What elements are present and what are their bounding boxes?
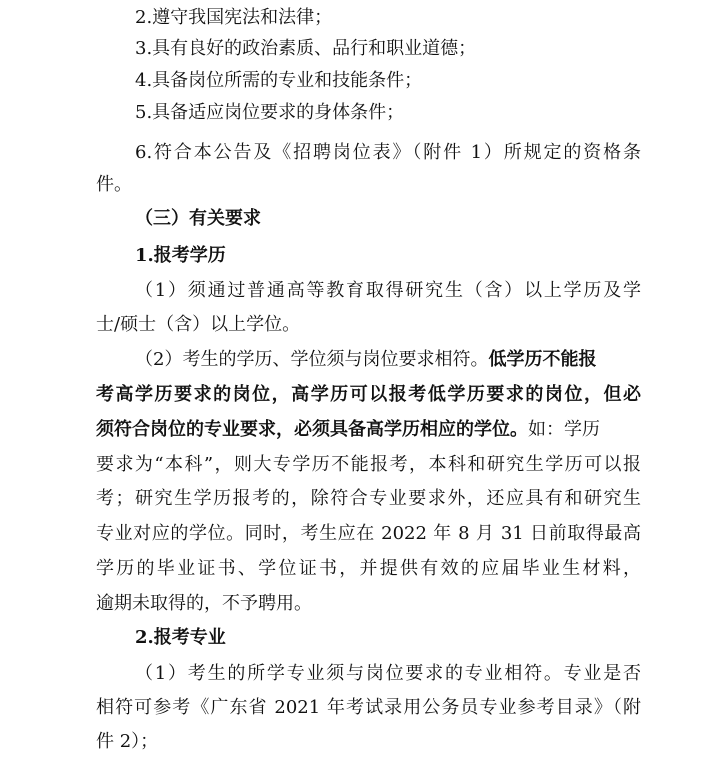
education-item-2-line-4 — [96, 447, 641, 483]
education-item-2-line-7 — [96, 551, 641, 587]
major-item-1-end — [96, 724, 645, 760]
requirement-item-3 — [135, 31, 645, 67]
education-item-2-line-5 — [96, 481, 641, 517]
requirement-item-5 — [135, 95, 645, 131]
line-text: 件 2）； — [96, 731, 159, 752]
section-heading — [135, 201, 645, 237]
heading-text: （三）有关要求 — [135, 208, 261, 229]
requirement-item-4 — [135, 63, 645, 99]
major-item-1-cont — [96, 690, 641, 726]
requirement-item-6 — [135, 135, 641, 171]
line-text: 2.遵守我国宪法和法律； — [135, 7, 333, 28]
line-text: 逾期未取得的，不予聘用。 — [96, 593, 312, 614]
requirement-item-6-cont — [96, 167, 645, 203]
subsection-heading-major — [135, 620, 645, 656]
line-text: 考；研究生学历报考的，除符合专业要求外，还应具有和研究生 — [96, 488, 641, 509]
line-text: （1）考生的所学专业须与岗位要求的专业相符。专业是否 — [135, 663, 641, 684]
education-item-2 — [135, 342, 641, 378]
line-text: 3.具有良好的政治素质、品行和职业道德； — [135, 38, 477, 59]
line-text: 5.具备适应岗位要求的身体条件； — [135, 102, 405, 123]
education-item-1 — [135, 273, 641, 309]
subsection-heading-education — [135, 238, 645, 274]
line-text: 如：学历 — [528, 419, 600, 440]
education-item-2-bold-line — [96, 377, 641, 413]
line-text: 件。 — [96, 174, 132, 195]
line-text: （2）考生的学历、学位须与岗位要求相符。 — [135, 349, 489, 370]
bold-text: 考高学历要求的岗位，高学历可以报考低学历要求的岗位，但必 — [96, 384, 641, 405]
line-text: 士/硕士（含）以上学位。 — [96, 314, 301, 335]
line-text: 6.符合本公告及《招聘岗位表》（附件 1）所规定的资格条 — [135, 142, 641, 163]
major-item-1 — [135, 656, 641, 692]
line-text: 专业对应的学位。同时，考生应在 2022 年 8 月 31 日前取得最高 — [96, 523, 641, 544]
line-text: 学历的毕业证书、学位证书，并提供有效的应届毕业生材料， — [96, 558, 641, 579]
heading-text: 2.报考专业 — [135, 627, 226, 648]
line-text: 要求为“本科”，则大专学历不能报考，本科和研究生学历可以报 — [96, 454, 641, 475]
line-text: 4.具备岗位所需的专业和技能条件； — [135, 70, 423, 91]
bold-text: 须符合岗位的专业要求，必须具备高学历相应的学位。 — [96, 419, 528, 440]
education-item-2-line-8 — [96, 586, 645, 622]
education-item-1-cont — [96, 307, 645, 343]
heading-text: 1.报考学历 — [135, 245, 226, 266]
bold-text: 低学历不能报 — [488, 349, 597, 370]
education-item-2-line-6 — [96, 516, 641, 552]
education-item-2-mixed-line — [96, 412, 641, 448]
line-text: （1）须通过普通高等教育取得研究生（含）以上学历及学 — [135, 280, 641, 301]
line-text: 相符可参考《广东省 2021 年考试录用公务员专业参考目录》（附 — [96, 697, 641, 718]
